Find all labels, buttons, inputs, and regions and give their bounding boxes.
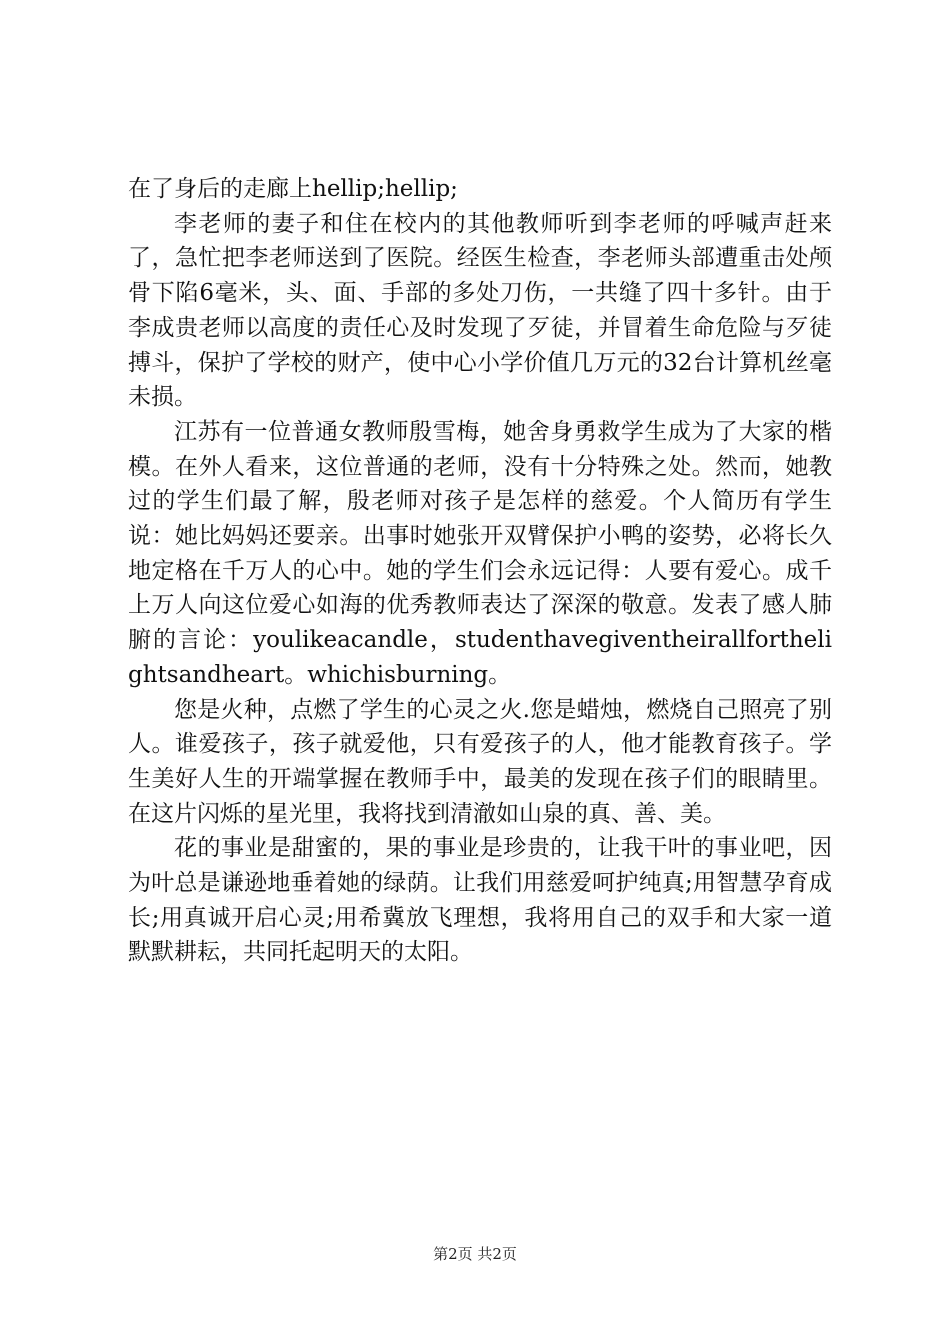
paragraph-fire-candle: 您是火种，点燃了学生的心灵之火.您是蜡烛，燃烧自己照亮了别人。谁爱孩子，孩子就爱他，只有爱孩子的人，他才能教育孩子。学生美好人生的开端掌握在教师手中，最美的发现在孩子们的眼睛里。在这片闪烁的星光里，我将找到清澈如山泉的真、善、美。	[128, 696, 832, 827]
paragraph-leaf-career: 花的事业是甜蜜的，果的事业是珍贵的，让我干叶的事业吧，因为叶总是谦逊地垂着她的绿荫。让我们用慈爱呵护纯真;用智慧孕育成长;用真诚开启心灵;用希冀放飞理想，我将用自己的双手和大家一道默默耕耘，共同托起明天的太阳。	[128, 835, 832, 966]
paragraph-li-teacher: 李老师的妻子和住在校内的其他教师听到李老师的呼喊声赶来了，急忙把李老师送到了医院。经医生检查，李老师头部遭重击处颅骨下陷6毫米，头、面、手部的多处刀伤，一共缝了四十多针。由于李成贵老师以高度的责任心及时发现了歹徒，并冒着生命危险与歹徒搏斗，保护了学校的财产，使中心小学价值几万元的32台计算机丝毫未损。	[128, 210, 832, 411]
paragraph-continuation: 在了身后的走廊上hellip;hellip;	[128, 176, 458, 202]
page-number-footer: 第2页 共2页	[433, 1245, 517, 1263]
document-body	[128, 172, 832, 970]
paragraph-yin-xuemei: 江苏有一位普通女教师殷雪梅，她舍身勇救学生成为了大家的楷模。在外人看来，这位普通的老师，没有十分特殊之处。然而，她教过的学生们最了解，殷老师对孩子是怎样的慈爱。个人简历有学生说：她比妈妈还要亲。出事时她张开双臂保护小鸭的姿势，必将长久地定格在千万人的心中。她的学生们会永远记得：人要有爱心。成千上万人向这位爱心如海的优秀教师表达了深深的敬意。发表了感人肺腑的言论：youlikeacandle，studenthavegiventheirallforthelightsandheart。whichisburning。	[128, 418, 832, 688]
